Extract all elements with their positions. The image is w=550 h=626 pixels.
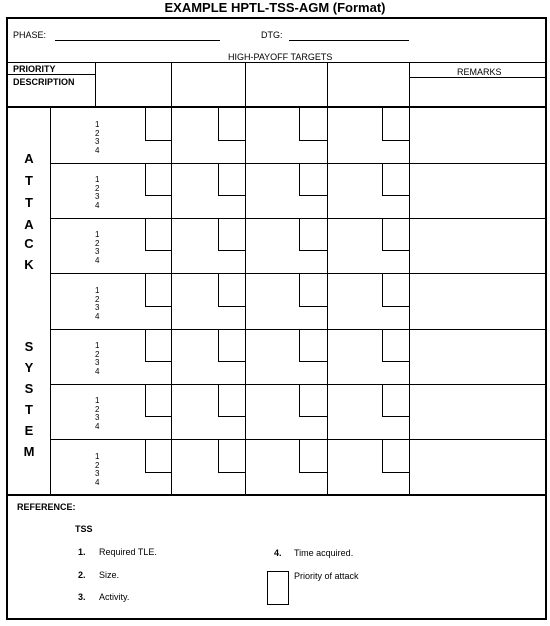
row-priority-numbers	[95, 231, 99, 265]
priority-box-line	[218, 384, 219, 416]
priority-box-line	[218, 329, 219, 361]
priority-box-line	[145, 218, 146, 250]
description-label: DESCRIPTION	[13, 77, 75, 87]
high-payoff-targets-label: HIGH-PAYOFF TARGETS	[228, 52, 333, 62]
priority-box-line	[145, 306, 171, 307]
column-line-3	[245, 62, 246, 496]
priority-box-line	[382, 250, 409, 251]
priority-box-line	[145, 140, 171, 141]
priority-box-line	[382, 108, 383, 140]
priority-box-line	[382, 472, 409, 473]
priority-number: 2	[95, 128, 100, 138]
header-divider	[6, 62, 547, 63]
priority-box-line	[382, 163, 383, 195]
priority-box-line	[299, 195, 327, 196]
priority-box-line	[218, 108, 219, 140]
priority-number: 3	[95, 469, 100, 478]
priority-number: 3	[95, 358, 100, 367]
priority-number: 4	[95, 255, 100, 265]
priority-number: 1	[95, 452, 100, 461]
priority-number: 1	[95, 120, 100, 129]
priority-of-attack-box	[267, 571, 289, 605]
reference-item-number: 3.	[78, 592, 86, 602]
reference-item-text: Time acquired.	[294, 548, 354, 558]
priority-box-line	[145, 416, 171, 417]
priority-box-line	[218, 472, 245, 473]
body-top-border	[6, 106, 547, 108]
priority-number: 2	[95, 238, 100, 248]
attack-letter-a2: A	[24, 217, 34, 232]
priority-box-line	[299, 273, 300, 306]
dtg-label: DTG:	[261, 30, 283, 40]
attack-letter-a: A	[24, 151, 34, 166]
priority-number: 4	[95, 145, 100, 155]
priority-box-line	[145, 472, 171, 473]
priority-number: 1	[95, 286, 100, 295]
row-priority-numbers	[95, 287, 99, 321]
priority-box-line	[218, 361, 245, 362]
priority-box-line	[299, 416, 327, 417]
column-line-1	[95, 62, 96, 108]
priority-box-line	[145, 108, 146, 140]
attack-letter-t2: T	[25, 195, 33, 210]
row-priority-numbers	[95, 397, 99, 431]
priority-box-line	[299, 306, 327, 307]
system-letter-y: Y	[24, 360, 34, 375]
system-letter-t: T	[25, 402, 33, 417]
system-letter-m: M	[23, 444, 35, 459]
priority-box-line	[299, 163, 300, 195]
reference-item-text: Activity.	[99, 592, 130, 602]
priority-box-line	[299, 361, 327, 362]
priority-number: 4	[95, 477, 100, 487]
priority-number: 3	[95, 247, 100, 256]
reference-heading: REFERENCE:	[17, 502, 76, 512]
priority-number: 2	[95, 183, 100, 193]
reference-item-number: 1.	[78, 547, 86, 557]
priority-box-line	[218, 273, 219, 306]
priority-number: 2	[95, 404, 100, 414]
priority-number: 3	[95, 192, 100, 201]
priority-box-line	[382, 306, 409, 307]
priority-number: 1	[95, 175, 100, 184]
priority-divider	[6, 74, 95, 75]
priority-box-line	[299, 472, 327, 473]
priority-number: 1	[95, 396, 100, 405]
priority-box-line	[145, 384, 146, 416]
priority-box-line	[382, 329, 383, 361]
priority-box-line	[145, 273, 146, 306]
priority-box-line	[382, 361, 409, 362]
system-letter-e: E	[24, 423, 34, 438]
priority-label: PRIORITY	[13, 64, 56, 74]
priority-of-attack-label: Priority of attack	[294, 571, 359, 581]
priority-box-line	[382, 218, 383, 250]
priority-number: 4	[95, 200, 100, 210]
priority-box-line	[382, 439, 383, 472]
priority-number: 4	[95, 366, 100, 376]
attack-letter-t1: T	[25, 173, 33, 188]
dtg-field-line[interactable]	[289, 40, 409, 41]
priority-number: 2	[95, 460, 100, 470]
priority-box-line	[218, 218, 219, 250]
row-priority-numbers	[95, 121, 99, 155]
attack-letter-k: K	[24, 257, 34, 272]
priority-box-line	[299, 439, 300, 472]
priority-box-line	[382, 384, 383, 416]
reference-item-text: Required TLE.	[99, 547, 157, 557]
priority-box-line	[145, 250, 171, 251]
priority-box-line	[145, 329, 146, 361]
priority-box-line	[382, 416, 409, 417]
priority-box-line	[145, 163, 146, 195]
priority-number: 3	[95, 137, 100, 146]
phase-field-line[interactable]	[55, 40, 220, 41]
priority-number: 4	[95, 311, 100, 321]
attack-letter-c: C	[24, 236, 34, 251]
priority-box-line	[382, 273, 383, 306]
priority-box-line	[299, 250, 327, 251]
priority-box-line	[145, 439, 146, 472]
priority-box-line	[218, 439, 219, 472]
column-line-4	[327, 62, 328, 496]
priority-box-line	[299, 218, 300, 250]
phase-label: PHASE:	[13, 30, 47, 40]
column-line-5	[409, 62, 410, 496]
priority-number: 1	[95, 341, 100, 350]
priority-box-line	[218, 195, 245, 196]
priority-box-line	[218, 306, 245, 307]
reference-item-number: 4.	[274, 548, 282, 558]
priority-box-line	[382, 140, 409, 141]
system-letter-s1: S	[24, 339, 34, 354]
remarks-label: REMARKS	[457, 67, 502, 77]
priority-number: 1	[95, 230, 100, 239]
priority-number: 2	[95, 349, 100, 359]
priority-number: 3	[95, 413, 100, 422]
reference-item-number: 2.	[78, 570, 86, 580]
priority-box-line	[218, 416, 245, 417]
body-bottom-border	[6, 494, 547, 496]
row-priority-numbers	[95, 342, 99, 376]
system-letter-s2: S	[24, 381, 34, 396]
priority-box-line	[299, 108, 300, 140]
priority-number: 4	[95, 421, 100, 431]
form-title: EXAMPLE HPTL-TSS-AGM (Format)	[164, 0, 386, 15]
row-priority-numbers	[95, 453, 99, 487]
priority-box-line	[145, 361, 171, 362]
priority-box-line	[382, 195, 409, 196]
priority-box-line	[218, 163, 219, 195]
attack-system-column-line	[50, 108, 51, 496]
priority-box-line	[218, 250, 245, 251]
priority-box-line	[299, 140, 327, 141]
priority-box-line	[299, 329, 300, 361]
priority-number: 2	[95, 294, 100, 304]
tss-label: TSS	[75, 524, 93, 534]
row-priority-numbers	[95, 176, 99, 210]
reference-item-text: Size.	[99, 570, 120, 580]
priority-box-line	[299, 384, 300, 416]
priority-number: 3	[95, 303, 100, 312]
priority-box-line	[218, 140, 245, 141]
priority-box-line	[145, 195, 171, 196]
column-line-2	[171, 62, 172, 496]
remarks-divider	[409, 77, 547, 78]
